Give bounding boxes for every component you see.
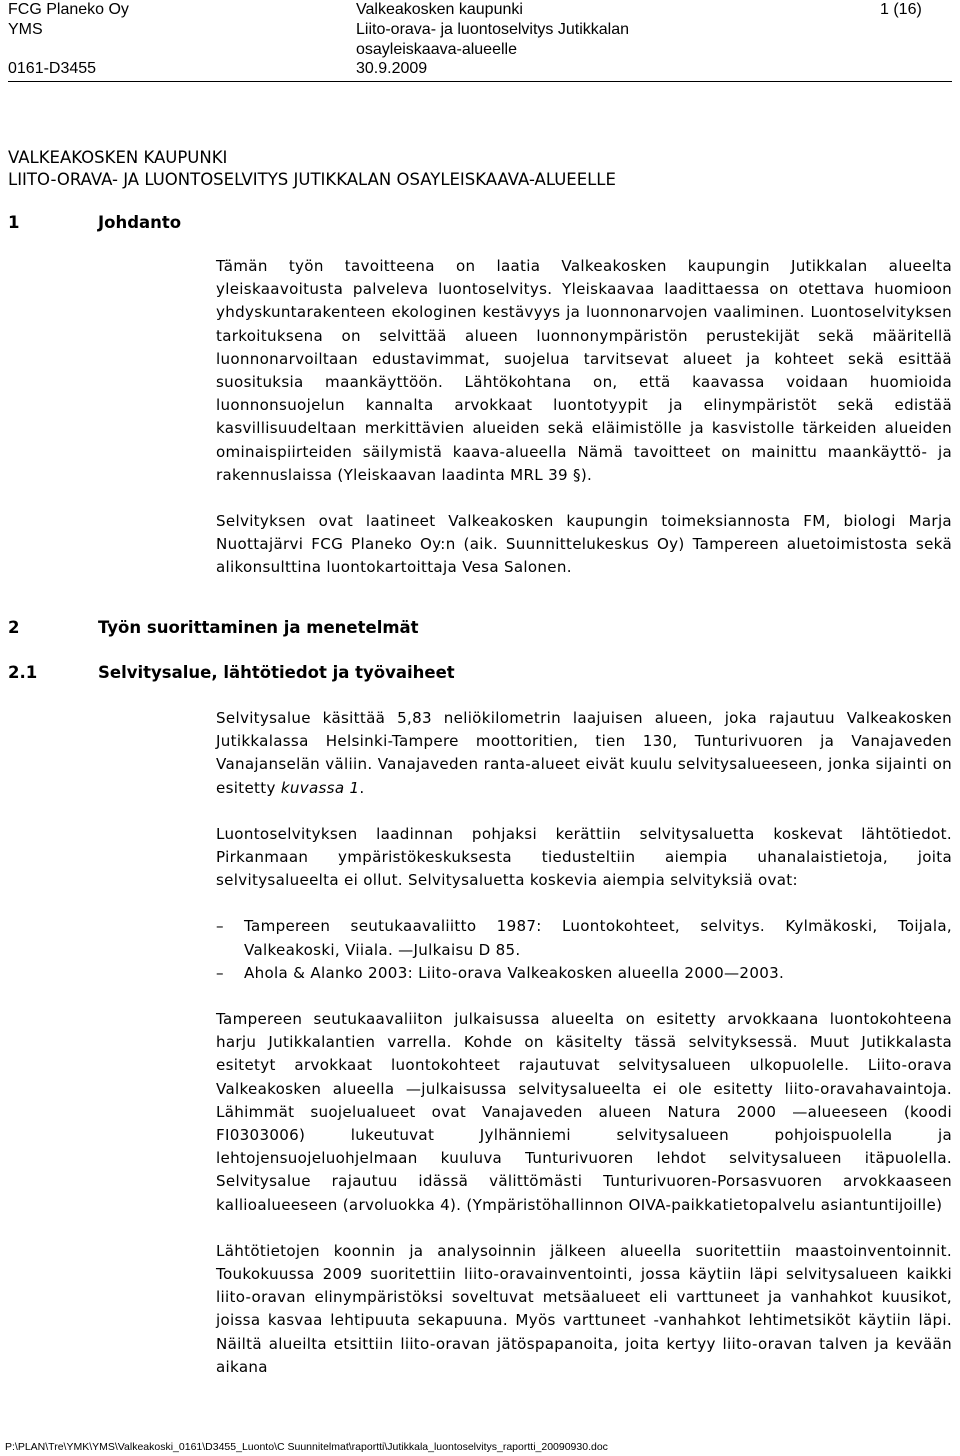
section-title: Selvitysalue, lähtötiedot ja työvaiheet <box>98 663 455 682</box>
area-paragraph-1 <box>216 707 952 800</box>
area-body <box>216 707 952 1379</box>
section-title: Johdanto <box>98 213 182 232</box>
section-number: 1 <box>8 213 20 232</box>
header-subject-line2: osayleiskaava-alueelle <box>356 41 517 58</box>
intro-paragraph-2: Selvityksen ovat laatineet Valkeakosken kaupungin toimeksiannosta FM, biologi Marja Nuottajärvi FCG Planeko Oy:n (aik. Suunnittelukeskus Oy) Tampereen aluetoimistosta sekä alikonsulttina luontokartoittaja Vesa Salonen. <box>216 512 952 577</box>
header-subject-line1: Liito-orava- ja luontoselvitys Jutikkalan <box>356 21 630 38</box>
section-heading-1 <box>8 212 181 234</box>
section-number: 2.1 <box>8 663 38 682</box>
area-paragraph-3: Tampereen seutukaavaliiton julkaisussa alueelta on esitetty arvokkaana luontokohteena harju Jutikkalantien varrella. Kohde on käsitelty tässä selvityksessä. Muut Jutikkalasta esitetyt arvokkaat luontokohteet rajautuvat selvitysalueen ulkopuolelle. Liito-orava Valkeakosken alueella —julkaisussa selvitysalueelta ei ole esitetty liito-oravahavaintoja. Lähimmät suojelualueet ovat Vanajaveden alueen Natura 2000 —alueeseen (koodi FI0303006) lukeutuvat Jylhänniemi selvitysalueen pohjoispuolella ja lehtojensuojeluohjelmaan kuuluva Tunturivuoren lehdot selvitysalueen itäpuolella. Selvitysalue rajautuu idässä välittömästi Tunturivuoren-Porsasvuoren arvokkaaseen kallioalueeseen (arvoluokka 4). (Ympäristöhallinnon OIVA-paikkatietopalvelu asiantuntijoille) <box>216 1010 952 1214</box>
area-paragraph-1-text: Selvitysalue käsittää 5,83 neliökilometrin laajuisen alueen, joka rajautuu Valkeakosken Jutikkalassa Helsinki-Tampere moottoritien, tien 130, Tunturivuoren ja Vanajaveden Vanajanselän väliin. Vanajaveden ranta-alueet eivät kuulu selvitysalueeseen, jonka sijainti on esitetty <box>216 709 952 797</box>
list-item: – Tampereen seutukaavaliitto 1987: Luontokohteet, selvitys. Kylmäkoski, Toijala, Valkeakoski, Viiala. —Julkaisu D 85. <box>216 915 952 961</box>
header-unit: YMS <box>8 21 43 38</box>
header-client: Valkeakosken kaupunki <box>356 1 523 18</box>
section-number: 2 <box>8 618 20 637</box>
intro-paragraph-1: Tämän työn tavoitteena on laatia Valkeakosken kaupungin Jutikkalan alueelta yleiskaavoitusta palveleva luontoselvitys. Yleiskaavaa laadittaessa on otettava huomioon yhdyskuntarakenteen ekologinen kestävyys ja luonnonarvojen vaaliminen. Luontoselvityksen tarkoituksena on selvittää alueen luonnonympäristön perustekijät sekä määritellä luonnonarvoiltaan edustavimmat, suojelua tarvitsevat alueet ja kohteet sekä esittää suosituksia maankäyttöön. Lähtökohtana on, että kaavassa voidaan huomioida luonnonsuojelun kannalta arvokkaat luontotyypit ja elinympäristöt sekä edistää kasvillisuudeltaan merkittävien alueiden sekä eläimistölle ja kasvistolle tärkeiden alueiden ominaispiirteiden säilymistä kaava-alueella Nämä tavoitteet on mainittu maankäyttö- ja rakennuslaissa (Yleiskaavan laadinta MRL 39 §). <box>216 257 952 484</box>
list-item: – Ahola & Alanko 2003: Liito-orava Valkeakosken alueella 2000—2003. <box>216 962 952 985</box>
header-company: FCG Planeko Oy <box>8 1 129 18</box>
section-title: Työn suorittaminen ja menetelmät <box>98 618 419 637</box>
header-page-number: 1 (16) <box>880 1 922 18</box>
footer-file-path: P:\PLAN\Tre\YMK\YMS\Valkeakoski_0161\D3455_Luonto\C Suunnitelmat\raportti\Jutikkala_luontoselvitys_raportti_20090930.doc <box>5 1441 608 1453</box>
header-date: 30.9.2009 <box>356 60 428 77</box>
section-heading-2 <box>8 617 419 639</box>
area-paragraph-4: Lähtötietojen koonnin ja analysoinnin jälkeen alueella suoritettiin maastoinventoinnit. Toukokuussa 2009 suoritettiin liito-oravainventointi, jossa käytiin läpi selvitysalueen kaikki liito-oravan elinympäristöksi soveltuvat metsäalueet eli varttuneet ja vanhahkot kuusikot, joissa kasvaa lehtipuuta sekapuuna. Myös varttuneet -vanhahkot lehtimetsiköt käytiin läpi. Näiltä alueilta etsittiin liito-oravan jätöspapanoita, joita kertyy liito-oravan talven ja kevään aikana <box>216 1241 952 1376</box>
document-title-line1: VALKEAKOSKEN KAUPUNKI <box>8 148 228 167</box>
section-heading-2-1 <box>8 662 455 684</box>
figure-reference: kuvassa 1 <box>280 778 360 797</box>
area-paragraph-1-end: . <box>359 778 365 797</box>
header-middle <box>356 0 629 60</box>
intro-body <box>216 255 952 580</box>
area-paragraph-2: Luontoselvityksen laadinnan pohjaksi kerättiin selvitysaluetta koskevat lähtötiedot. Pirkanmaan ympäristökeskuksesta tiedusteltiin aiempia uhanalaistietoja, joita selvitysalueelta ei ollut. Selvitysaluetta koskevia aiempia selvityksiä ovat: <box>216 824 952 890</box>
header-divider <box>8 81 952 82</box>
previous-studies-list <box>216 915 952 985</box>
header-code: 0161-D3455 <box>8 60 97 77</box>
document-title-line2: LIITO-ORAVA- JA LUONTOSELVITYS JUTIKKALAN OSAYLEISKAAVA-ALUEELLE <box>8 170 616 189</box>
header-left <box>8 0 129 40</box>
